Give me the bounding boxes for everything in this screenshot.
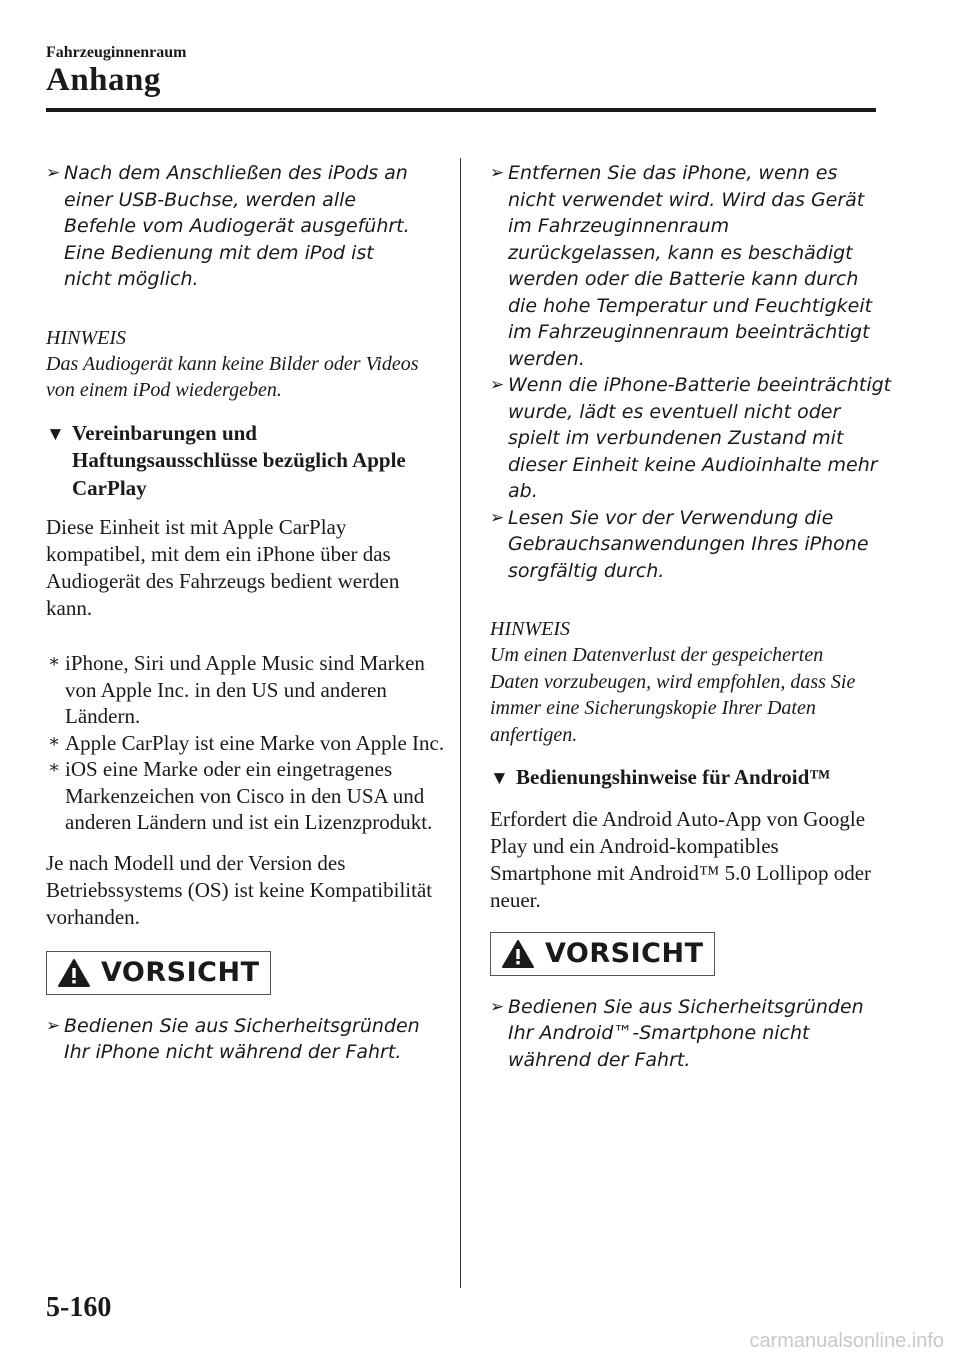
- arrow-bullet-icon: ➢: [46, 163, 61, 183]
- paragraph: Erfordert die Android Auto-App von Google Play und ein Android-kompatibles Smartphone mit Android™ 5.0 Lollipop oder neuer.: [490, 806, 872, 912]
- asterisk-icon: ∗: [48, 730, 61, 751]
- watermark: carmanualsonline.info: [749, 1330, 944, 1352]
- section-title: Fahrzeuginnenraum: [46, 44, 187, 61]
- asterisk-icon: ∗: [48, 757, 61, 777]
- column-divider: [460, 158, 461, 1288]
- caution-bullet: ➢ Wenn die iPhone-Batterie beeinträchtigt wurde, lädt es eventuell nicht oder spielt im verbundenen Zustand mit dieser Einheit keine Audioinhalte mehr ab.: [490, 374, 892, 502]
- left-column: [46, 160, 445, 1066]
- caution-bullet: ➢ Nach dem Anschließen des iPods an einer USB-Buchse, werden alle Befehle vom Audiogerät ausgeführt. Eine Bedienung mit dem iPod ist nicht möglich.: [46, 162, 410, 290]
- section-heading: ▼ Vereinbarungen und Haftungsausschlüsse bezüglich Apple CarPlay: [46, 420, 406, 500]
- caution-bullet: ➢ Lesen Sie vor der Verwendung die Gebrauchsanwendungen Ihres iPhone sorgfältig durch.: [490, 506, 869, 582]
- caution-label: VORSICHT: [545, 938, 704, 969]
- caution-bullet: ➢ Entfernen Sie das iPhone, wenn es nicht verwendet wird. Wird das Gerät im Fahrzeuginnenraum zurückgelassen, kann es beschädigt werden oder die Batterie kann durch die hohe Temperatur und Feuchtigkeit im Fahrzeuginnenraum beeinträchtigt werden.: [490, 162, 873, 370]
- arrow-bullet-icon: ➢: [46, 1015, 61, 1036]
- warning-triangle-icon: [501, 939, 535, 969]
- arrow-bullet-icon: ➢: [490, 163, 505, 183]
- caution-label: VORSICHT: [101, 957, 260, 988]
- chapter-title: Anhang: [46, 62, 161, 98]
- right-column: [490, 160, 892, 1073]
- page-number: 5-160: [46, 1292, 112, 1323]
- caution-box: [490, 932, 715, 976]
- arrow-bullet-icon: ➢: [490, 996, 505, 1017]
- arrow-bullet-icon: ➢: [490, 507, 505, 528]
- asterisk-icon: ∗: [48, 651, 61, 671]
- section-heading: ▼ Bedienungshinweise für Android™: [490, 764, 906, 792]
- caution-bullet: ➢ Bedienen Sie aus Sicherheitsgründen Ihr Android™-Smartphone nicht während der Fahrt.: [490, 995, 864, 1071]
- warning-triangle-icon: [57, 958, 91, 988]
- note-heading: HINWEIS: [46, 326, 126, 349]
- arrow-bullet-icon: ➢: [490, 375, 505, 395]
- note-heading: HINWEIS: [490, 618, 570, 640]
- caution-box: [46, 951, 271, 995]
- footnote: ∗ iOS eine Marke oder ein eingetragenes Markenzeichen von Cisco in den USA und anderen Ländern und ist ein Lizenzprodukt.: [46, 756, 450, 836]
- footnote: ∗ Apple CarPlay ist eine Marke von Apple Inc.: [46, 730, 450, 757]
- triangle-down-icon: ▼: [46, 423, 65, 445]
- caution-bullet: ➢ Bedienen Sie aus Sicherheitsgründen Ihr iPhone nicht während der Fahrt.: [46, 1014, 420, 1063]
- note-text: Um einen Datenverlust der gespeicherten Daten vorzubeugen, wird empfohlen, dass Sie immer eine Sicherungskopie Ihrer Daten anfertigen.: [490, 644, 856, 746]
- header-rule: [46, 108, 876, 112]
- triangle-down-icon: ▼: [490, 768, 509, 789]
- note-text: Das Audiogerät kann keine Bilder oder Videos von einem iPod wiedergeben.: [46, 352, 419, 401]
- footnote: ∗ iPhone, Siri und Apple Music sind Marken von Apple Inc. in den US und anderen Ländern.: [46, 650, 450, 730]
- paragraph: Je nach Modell und der Version des Betriebssystems (OS) ist keine Kompatibilität vorhanden.: [46, 850, 433, 929]
- paragraph: Diese Einheit ist mit Apple CarPlay kompatibel, mit dem ein iPhone über das Audiogerät des Fahrzeugs bedient werden kann.: [46, 515, 400, 620]
